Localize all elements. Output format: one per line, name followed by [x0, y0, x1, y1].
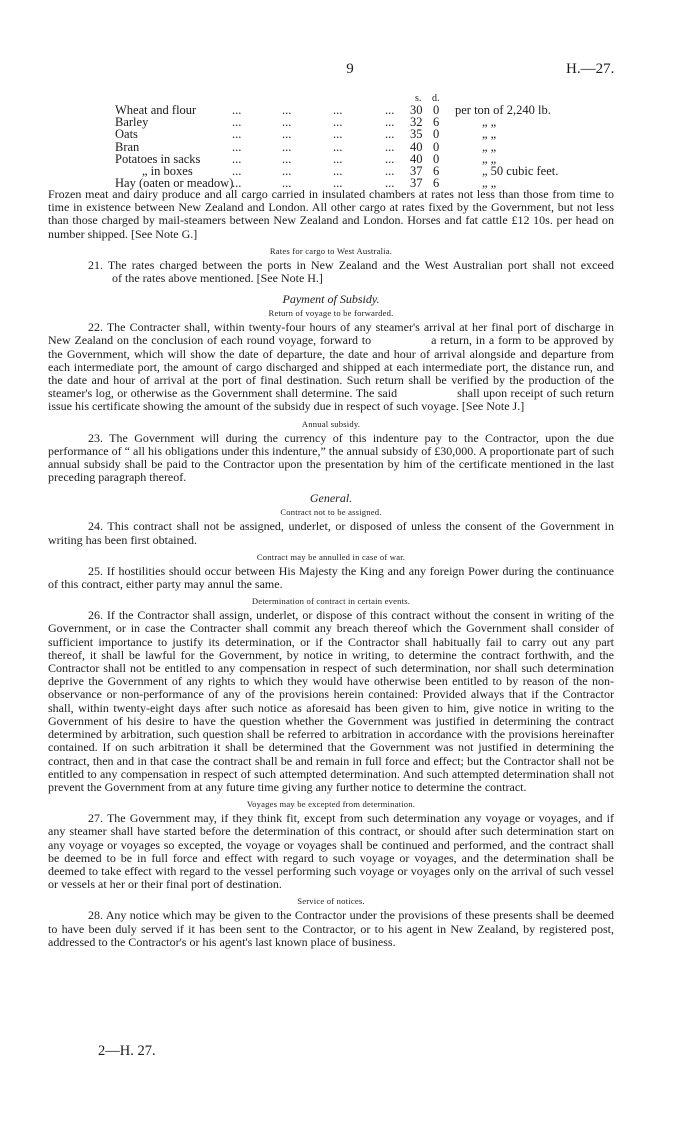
rate-item: „ in boxes [142, 164, 193, 178]
paragraph-28: 28. Any notice which may be given to the Contractor under the provisions of these presents shall be deemed to have been duly served if it has been sent to the Contractor, or to his agent in New Zealand, by registered post, addressed to the Contractor's or his agent's last known place of business. [48, 908, 614, 949]
rate-item: Bran [115, 139, 140, 154]
leader-dots: ... [282, 151, 292, 166]
rate-unit: „ „ [482, 151, 497, 166]
subheading-annual-subsidy: Annual subsidy. [301, 418, 361, 429]
subheading-return-voyage: Return of voyage to be forwarded. [268, 308, 394, 319]
column-header-pence: d. [432, 93, 440, 104]
leader-dots: ... [333, 151, 343, 166]
rate-item: Potatoes in sacks [115, 151, 201, 166]
leader-dots: ... [232, 139, 242, 154]
paragraph-23: 23. The Government will during the currency of this indenture pay to the Contractor, upon the due performance of “ all his obligations under this indenture,” the annual subsidy of £30,000. A proportionate part of such annual subsidy shall be paid to the Contractor upon the presentation by him of the certificate mentioned in the last preceding paragraph thereof. [48, 430, 614, 485]
paragraph-22: 22. The Contracter shall, within twenty-four hours of any steamer's arrival at her final port of discharge in New Zealand on the conclusion of each round voyage, forward to a return, in a form to be approved by the Government, which will show the date of departure, the date and hour of arrival alongside and departure from each intermediate port, the amount of cargo discharged and shipped at each intermediate port, the distance run, and the date and hour of arrival at the port of final destination. Such return shall be verified by the production of the steamer's log, or otherwise as the Government shall determine. The said shall upon receipt of such return issue his certificate showing the amount of the subsidy due in respect of such voyage. [See Note J.] [48, 320, 615, 414]
subheading-service-of-notices: Service of notices. [297, 896, 365, 907]
rate-pence: 0 [433, 127, 440, 142]
leader-dots: ... [232, 176, 242, 191]
rate-pence: 6 [433, 164, 440, 178]
leader-dots: ... [385, 151, 395, 166]
leader-dots: ... [282, 164, 292, 178]
leader-dots: ... [385, 164, 395, 178]
rate-unit: per ton of 2,240 lb. [455, 103, 551, 117]
paragraph-27: 27. The Government may, if they think fit, except from such determination any voyage or voyages, and if any steamer shall have started before the determination of this contract, or should after such determination start on any voyage or voyages so excepted, the voyage or voyages shall be continued and performed, and the contract shall be deemed to be in full force and effect with regard to such voyage or voyages, and the determination shall be deemed to take effect with regard to the vessel performing such voyage or voyages only on the arrival of such vessel or vessels at her or their final port of destination. [48, 811, 614, 892]
rate-item: Hay (oaten or meadow) [115, 176, 234, 191]
leader-dots: ... [232, 127, 242, 142]
section-heading-payment: Payment of Subsidy. [282, 292, 380, 307]
rate-pence: 0 [433, 151, 440, 166]
rate-shillings: 40 [410, 151, 423, 166]
rate-shillings: 35 [410, 127, 423, 142]
leader-dots: ... [282, 103, 292, 117]
page-number: 9 [346, 61, 354, 77]
rate-shillings: 32 [410, 115, 423, 130]
contract-text [48, 188, 614, 949]
paragraph-24: 24. This contract shall not be assigned, underlet, or disposed of unless the consent of the Government in writing has been first obtained. [48, 519, 614, 547]
rate-item: Barley [115, 115, 149, 130]
leader-dots: ... [333, 127, 343, 142]
leader-dots: ... [385, 127, 395, 142]
leader-dots: ... [385, 176, 395, 191]
rate-item: Oats [115, 127, 138, 142]
rate-unit: „ „ [482, 139, 497, 154]
leader-dots: ... [333, 176, 343, 191]
rate-shillings: 37 [410, 176, 423, 191]
rate-unit: „ „ [482, 176, 497, 191]
subheading-not-assigned: Contract not to be assigned. [280, 507, 382, 518]
leader-dots: ... [333, 115, 343, 130]
leader-dots: ... [385, 103, 395, 117]
paragraph-26: 26. If the Contractor shall assign, underlet, or dispose of this contract without the consent in writing of the Government, or in case the Contracter shall commit any breach thereof which the Government shall consider of sufficient importance to justify its determination, or if the Contractor shall habitually fail to carry out any part thereof, it shall be lawful for the Government, by notice in writing, to determine the contract forthwith, and the Contractor shall not be entitled to any compensation in respect of such determination, nor shall such determination deprive the Government of any rights to which they would have otherwise been entitled to by reason of the non-observance or non-performance of any of the provisions herein contained: Provided always that if the Contractor shall, within twenty-eight days after such notice as aforesaid has been given to him, give notice in writing to the Government of his desire to have the question whether the Government was justified in determining the contract determined by arbitration, such question shall be referred to arbitration in accordance with the provisions hereinafter contained. If on such arbitration it shall be determined that the Government was not justified in determining the contract, then and in that case the contract shall be and remain in full force and effect; but the Contractor shall not be entitled to any compensation in respect of such attempted determination. And such attempted determination shall not prevent the Government from at any future time giving any further notice to determine the contract. [48, 608, 614, 794]
paragraph-frozen-cargo: Frozen meat and dairy produce and all cargo carried in insulated chambers at rates not less than those from time to time in existence between New Zealand and London. All other cargo at rates fixed by the Government, but not less than those charged by mail-steamers between New Zealand and London. Horses and fat cattle £12 10s. per head on number shipped. [See Note G.] [48, 187, 614, 241]
rate-pence: 6 [433, 176, 440, 191]
rate-unit: „ „ [482, 127, 497, 142]
leader-dots: ... [333, 139, 343, 154]
leader-dots: ... [385, 139, 395, 154]
subheading-voyages-excepted: Voyages may be excepted from determination. [246, 799, 416, 810]
paragraph-21: 21. The rates charged between the ports in New Zealand and the West Australian port shall not exceedof the rates above mentioned. [See Note H.] [88, 257, 614, 286]
leader-dots: ... [333, 164, 343, 178]
leader-dots: ... [232, 103, 242, 117]
rate-pence: 0 [433, 139, 440, 154]
section-heading-general: General. [309, 491, 353, 506]
subheading-west-australia: Rates for cargo to West Australia. [269, 245, 393, 256]
signature-mark: 2—H. 27. [98, 1043, 156, 1059]
subheading-determination: Determination of contract in certain events. [251, 596, 411, 607]
leader-dots: ... [385, 115, 395, 130]
leader-dots: ... [232, 151, 242, 166]
leader-dots: ... [333, 103, 343, 117]
paragraph-25: 25. If hostilities should occur between His Majesty the King and any foreign Power during the continuance of this contract, either party may annul the same. [48, 563, 614, 592]
rate-shillings: 30 [410, 103, 423, 117]
rate-shillings: 40 [410, 139, 423, 154]
leader-dots: ... [282, 127, 292, 142]
subheading-war: Contract may be annulled in case of war. [256, 551, 406, 562]
document-code: H.—27. [566, 61, 615, 77]
leader-dots: ... [232, 115, 242, 130]
rate-item: Wheat and flour [115, 103, 197, 117]
rate-pence: 0 [433, 103, 440, 117]
column-header-shillings: s. [415, 93, 422, 104]
leader-dots: ... [282, 176, 292, 191]
rate-unit: „ „ [482, 115, 497, 130]
leader-dots: ... [282, 139, 292, 154]
rate-shillings: 37 [410, 164, 423, 178]
rate-unit: „ 50 cubic feet. [482, 164, 559, 178]
rate-pence: 6 [433, 115, 440, 130]
leader-dots: ... [232, 164, 242, 178]
leader-dots: ... [282, 115, 292, 130]
